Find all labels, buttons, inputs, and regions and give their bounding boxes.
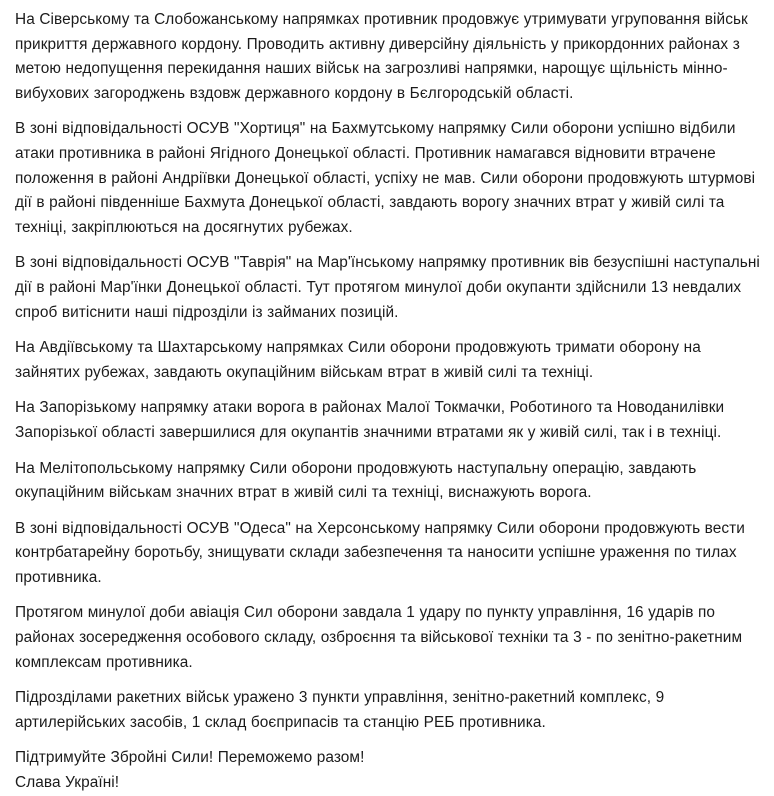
paragraph-zaporizhzhia: На Запорізькому напрямку атаки ворога в районах Малої Токмачки, Роботиного та Новоданилівки Запорізької області завершилися для окупантів значними втратами як у живій силі, так і в техніці. bbox=[15, 399, 725, 441]
closing-line-glory-to-ukraine: Слава Україні! bbox=[15, 774, 120, 792]
closing-line-support-armed-forces: Підтримуйте Збройні Сили! Переможемо разом! bbox=[15, 749, 365, 767]
paragraph-melitopol: На Мелітопольському напрямку Сили оборони продовжують наступальну операцію, завдають окупаційним військам значних втрат в живій силі та техніці, виснажують ворога. bbox=[15, 459, 697, 502]
paragraph-aviation-strikes: Протягом минулої доби авіація Сил оборони завдала 1 удару по пункту управління, 16 ударів по районах зосередження особового складу, озброєння та військової техніки та 3 - по зенітно-ракетним комплексам противника. bbox=[15, 604, 743, 671]
paragraph-osuv-tavriia-maryinka: В зоні відповідальності ОСУВ "Таврія" на Мар'їнському напрямку противник вів безуспішні наступальні дії в районі Мар'їнки Донецької області. Тут протягом минулої доби окупанти здійснили 13 невдалих спроб витіснити наші підрозділи із займаних позицій. bbox=[15, 254, 760, 321]
paragraph-osuv-odesa-kherson: В зоні відповідальності ОСУВ "Одеса" на Херсонському напрямку Сили оборони продовжують вести контрбатарейну боротьбу, знищувати склади забезпечення та наносити успішне ураження по тилах противника. bbox=[15, 519, 745, 586]
paragraph-missile-troops-strikes: Підрозділами ракетних військ уражено 3 пункти управління, зенітно-ракетний комплекс, 9 артилерійських засобів, 1 склад боєприпасів та станцію РЕБ противника. bbox=[15, 689, 665, 731]
paragraph-siversk-slobozhanskyi: На Сіверському та Слобожанському напрямках противник продовжує утримувати угруповання військ прикриття державного кордону. Проводить активну диверсійну діяльність у прикордонних районах з метою недопущення перекидання наших військ на загрозливі напрямки, нарощує щільність мінно-вибухових загороджень вздовж державного кордону в Бєлгородській області. bbox=[15, 11, 748, 102]
paragraph-osuv-khortytsia-bakhmut: В зоні відповідальності ОСУВ "Хортиця" на Бахмутському напрямку Сили оборони успішно відбили атаки противника в районі Ягідного Донецької області. Противник намагався відновити втрачене положення в районі Андріївки Донецької області, успіху не мав. Сили оборони продовжують штурмові дії в районі південніше Бахмута Донецької області, завдають ворогу значних втрат у живій силі та техніці, закріплюються на досягнутих рубежах. bbox=[15, 120, 756, 236]
closing-slogan bbox=[15, 746, 760, 795]
paragraph-avdiivka-shakhtarsk: На Авдіївському та Шахтарському напрямках Сили оборони продовжують тримати оборону на зайнятих рубежах, завдають окупаційним військам втрат в живій силі та техніці. bbox=[15, 339, 701, 381]
